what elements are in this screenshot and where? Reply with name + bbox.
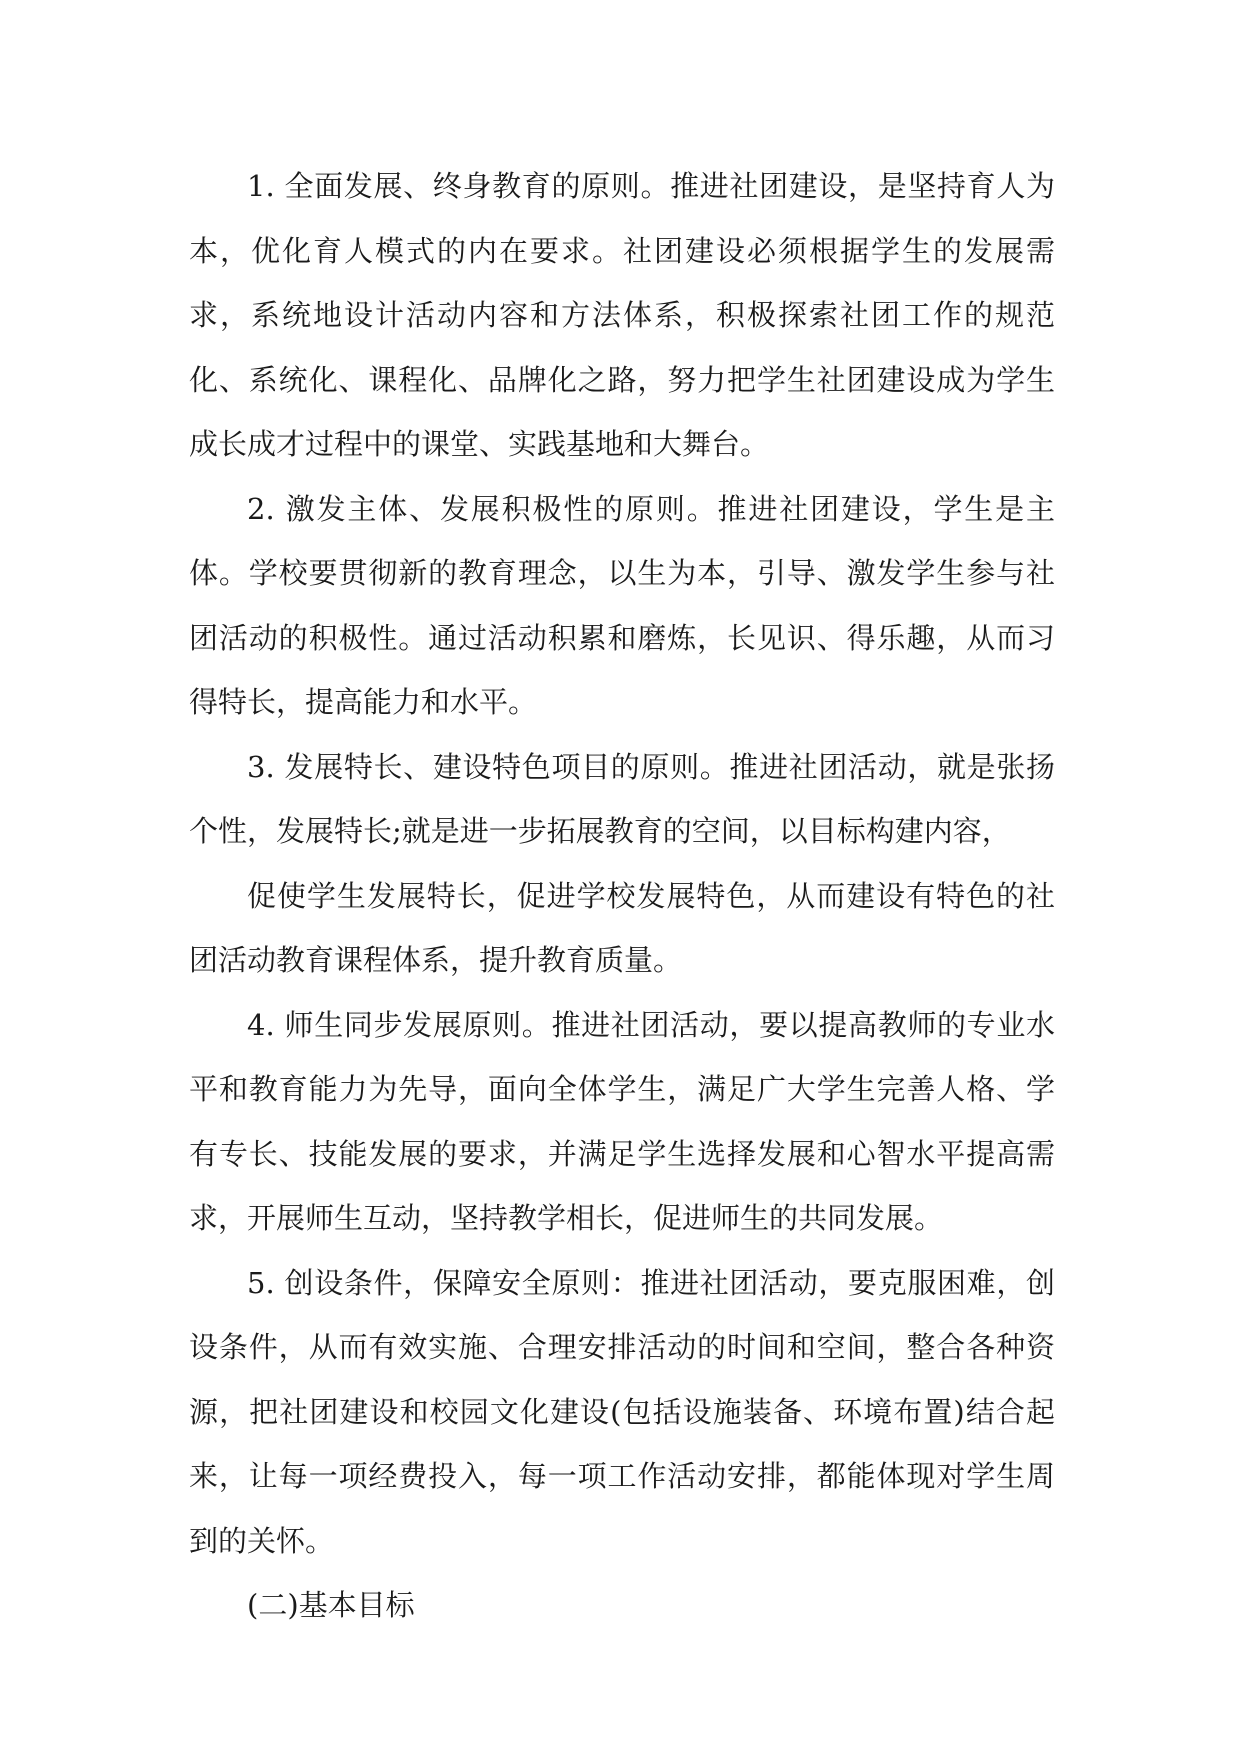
document-body	[189, 154, 1055, 1638]
principle-paragraph-2: 2. 激发主体、发展积极性的原则。推进社团建设，学生是主体。学校要贯彻新的教育理念，以生为本，引导、激发学生参与社团活动的积极性。通过活动积累和磨炼，长见识、得乐趣，从而习得特长，提高能力和水平。	[189, 491, 1055, 719]
principle-paragraph-5: 5. 创设条件，保障安全原则：推进社团活动，要克服困难，创设条件，从而有效实施、合理安排活动的时间和空间，整合各种资源，把社团建设和校园文化建设(包括设施装备、环境布置)结合起来，让每一项经费投入，每一项工作活动安排，都能体现对学生周到的关怀。	[189, 1265, 1055, 1558]
principle-paragraph-3: 3. 发展特长、建设特色项目的原则。推进社团活动，就是张扬个性，发展特长;就是进一步拓展教育的空间，以目标构建内容，	[189, 749, 1055, 848]
principle-paragraph-4: 4. 师生同步发展原则。推进社团活动，要以提高教师的专业水平和教育能力为先导，面向全体学生，满足广大学生完善人格、学有专长、技能发展的要求，并满足学生选择发展和心智水平提高需求，开展师生互动，坚持教学相长，促进师生的共同发展。	[189, 1007, 1055, 1235]
section-heading: (二)基本目标	[247, 1588, 415, 1622]
principle-paragraph-1: 1. 全面发展、终身教育的原则。推进社团建设，是坚持育人为本，优化育人模式的内在要求。社团建设必须根据学生的发展需求，系统地设计活动内容和方法体系，积极探索社团工作的规范化、系统化、课程化、品牌化之路，努力把学生社团建设成为学生成长成才过程中的课堂、实践基地和大舞台。	[189, 169, 1055, 461]
principle-paragraph-3-continued: 促使学生发展特长，促进学校发展特色，从而建设有特色的社团活动教育课程体系，提升教育质量。	[189, 878, 1055, 977]
